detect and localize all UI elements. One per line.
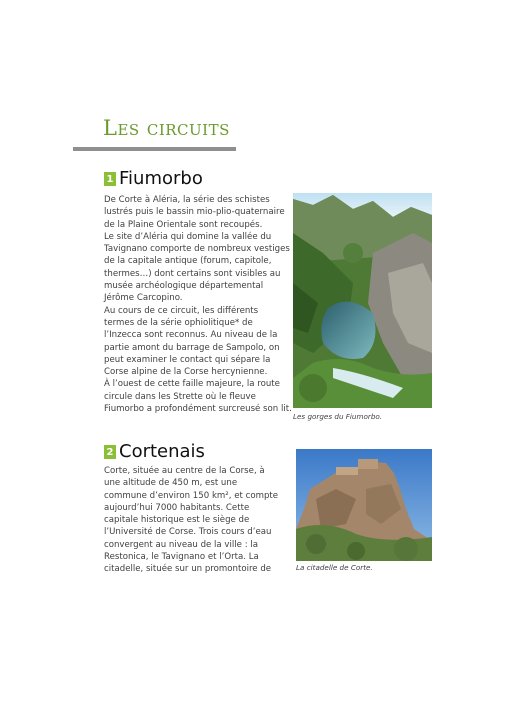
section-heading-cortenais — [104, 443, 205, 461]
corte-citadel-photo — [296, 449, 432, 561]
section-heading-fiumorbo — [104, 170, 203, 188]
section-number-badge: 2 — [104, 445, 116, 459]
section-body-text: Corte, située au centre de la Corse, à une altitude de 450 m, est une commune d’environ 150 km², et compte aujourd’hui 7000 habitants. Cette capitale historique est le siège de l’Université de Corse. Trois cours d’eau convergent au niveau de la ville : la Restonica, le Tavignano et l’Orta. La citadelle, située sur un promontoire de — [104, 466, 279, 575]
section-title: Cortenais — [119, 441, 205, 462]
photo-caption: La citadelle de Corte. — [296, 563, 373, 572]
section-title: Fiumorbo — [119, 168, 203, 189]
fiumorbo-gorge-photo — [293, 193, 432, 408]
section-body-text: De Corte à Aléria, la série des schistes lustrés puis le bassin mio-plio-quaternaire de la Plaine Orientale sont recoupés. Le site d’Aléria qui domine la vallée du Tavignano comporte de nombreux vestiges de la capitale antique (forum, capitole, thermes…) dont certains sont visibles au musée archéologique départemental Jérôme Carcopino. Au cours de ce circuit, les différents termes de la série ophiolitique* de l’Inzecca sont reconnus. Au niveau de la partie amont du barrage de Sampolo, on peut examiner le contact qui sépare la Corse alpine de la Corse hercynienne. À l’ouest de cette faille majeure, la route circule dans les Strette où le fleuve Fiumorbo a profondément surcreusé son lit. — [104, 195, 292, 415]
page-title: Les circuits — [103, 116, 230, 140]
section-number-badge: 1 — [104, 172, 116, 186]
gorge-illustration — [293, 193, 432, 408]
citadel-illustration — [296, 449, 432, 561]
photo-caption: Les gorges du Fiumorbo. — [293, 412, 383, 421]
title-underline — [73, 147, 236, 151]
